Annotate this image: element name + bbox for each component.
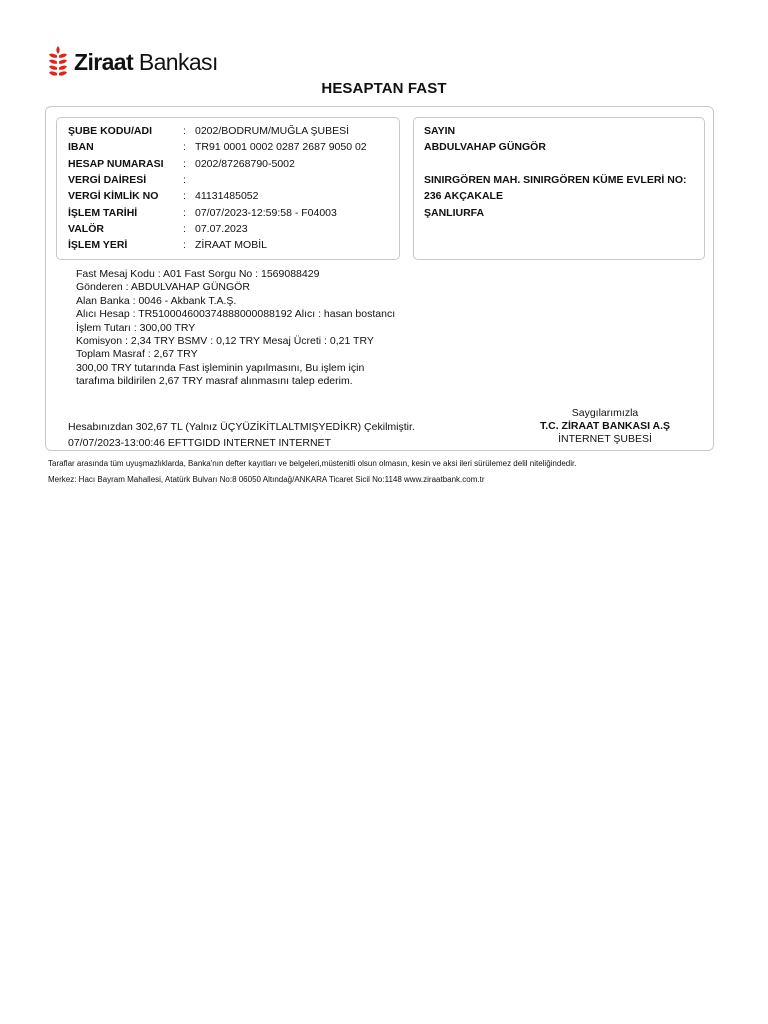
iban-value: TR91 0001 0002 0287 2687 9050 02	[195, 141, 367, 154]
detail-line: İşlem Tutarı : 300,00 TRY	[76, 321, 196, 334]
channel-value: ZİRAAT MOBİL	[195, 239, 267, 252]
account-row-branch: ŞUBE KODU/ADI : 0202/BODRUM/MUĞLA ŞUBESİ	[68, 125, 350, 138]
detail-line: Gönderen : ABDULVAHAP GÜNGÖR	[76, 281, 250, 294]
signature-block	[530, 407, 680, 445]
recipient-name: ABDULVAHAP GÜNGÖR	[424, 141, 546, 154]
tax-id-value: 41131485052	[195, 190, 259, 203]
account-number-value: 0202/87268790-5002	[195, 157, 295, 170]
signature-branch: İNTERNET ŞUBESİ	[558, 432, 652, 445]
account-info-list	[68, 123, 367, 253]
legal-footer	[48, 456, 576, 487]
bank-logo	[48, 46, 218, 78]
debit-notice	[68, 420, 415, 451]
detail-line: Fast Mesaj Kodu : A01 Fast Sorgu No : 1569088429	[76, 268, 320, 280]
wheat-logo-icon	[48, 46, 68, 78]
detail-line: tarafıma bildirilen 2,67 TRY masraf alınmasını talep ederim.	[76, 375, 353, 388]
debit-amount-line: Hesabınızdan 302,67 TL (Yalnız ÜÇYÜZİKİTLALTMIŞYEDİKR) Çekilmiştir.	[68, 421, 415, 433]
detail-line: Alan Banka : 0046 - Akbank T.A.Ş.	[76, 294, 237, 307]
document-title: HESAPTAN FAST	[321, 80, 447, 97]
recipient-address-line2: 236 AKÇAKALE	[424, 190, 503, 203]
account-row-channel: İŞLEM YERİ : ZİRAAT MOBİL	[68, 239, 267, 252]
footer-disclaimer: Taraflar arasında tüm uyuşmazlıklarda, Banka'nın defter kayıtları ve belgeleri,müstenitli olsun olmasın, kesin ve aksi ileri sürülemez delil niteliğindedir.	[48, 459, 577, 468]
recipient-address-line3: ŞANLIURFA	[424, 206, 485, 219]
account-row-tax-id: VERGİ KİMLİK NO : 41131485052	[68, 190, 259, 203]
recipient-salutation: SAYIN	[424, 125, 456, 138]
transaction-date-value: 07/07/2023-12:59:58 - F04003	[195, 206, 337, 219]
account-row-iban: IBAN : TR91 0001 0002 0287 2687 9050 02	[68, 141, 367, 154]
bank-wordmark: Ziraat Bankası	[74, 48, 218, 75]
recipient-address-line1: SINIRGÖREN MAH. SINIRGÖREN KÜME EVLERİ NO:	[424, 174, 687, 187]
footer-address: Merkez: Hacı Bayram Mahallesi, Atatürk Bulvarı No:8 06050 Altındağ/ANKARA Ticaret Sicil No:1148 www.ziraatbank.com.tr	[48, 474, 485, 484]
account-row-tax-office: VERGİ DAİRESİ :	[68, 174, 186, 187]
transfer-details	[76, 268, 395, 389]
account-row-value-date: VALÖR : 07.07.2023	[68, 222, 248, 235]
detail-line: Komisyon : 2,34 TRY BSMV : 0,12 TRY Mesaj Ücreti : 0,21 TRY	[76, 334, 374, 347]
signature-bank: T.C. ZİRAAT BANKASI A.Ş	[539, 419, 671, 432]
signature-greeting: Saygılarımızla	[571, 407, 639, 419]
debit-timestamp-line: 07/07/2023-13:00:46 EFTTGIDD INTERNET INTERNET	[68, 436, 331, 449]
detail-line: Toplam Masraf : 2,67 TRY	[76, 348, 198, 361]
branch-value: 0202/BODRUM/MUĞLA ŞUBESİ	[195, 125, 350, 138]
account-row-date: İŞLEM TARİHİ : 07/07/2023-12:59:58 - F04003	[68, 206, 337, 219]
value-date-value: 07.07.2023	[195, 222, 248, 235]
account-row-number: HESAP NUMARASI : 0202/87268790-5002	[68, 157, 295, 170]
detail-line: Alıcı Hesap : TR510004600374888000088192 Alıcı : hasan bostancı	[76, 308, 396, 321]
detail-line: 300,00 TRY tutarında Fast işleminin yapılmasını, Bu işlem için	[76, 361, 365, 374]
recipient-info	[424, 123, 687, 221]
